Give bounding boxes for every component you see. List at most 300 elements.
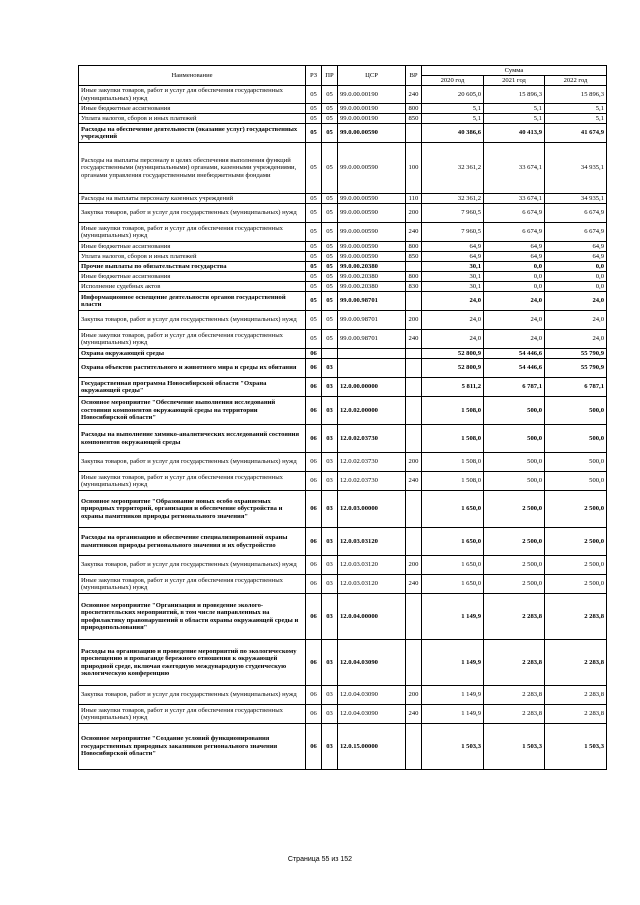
row-rz: 06: [306, 378, 322, 397]
row-pr: 03: [322, 705, 338, 724]
table-row: [79, 425, 607, 453]
row-sum-2021: 2 283,8: [484, 640, 545, 686]
budget-table: [78, 65, 607, 770]
row-sum-2022: 2 500,0: [545, 528, 607, 556]
row-rz: 05: [306, 282, 322, 292]
row-csr: 12.0.04.03090: [338, 686, 406, 705]
row-sum-2020: 5,1: [422, 114, 484, 124]
row-pr: 03: [322, 575, 338, 594]
row-pr: 05: [322, 330, 338, 349]
row-sum-2022: 0,0: [545, 272, 607, 282]
row-pr: 05: [322, 114, 338, 124]
row-sum-2022: 2 283,8: [545, 705, 607, 724]
table-row: [79, 686, 607, 705]
row-sum-2021: 33 674,1: [484, 194, 545, 204]
row-name: Иные закупки товаров, работ и услуг для обеспечения государственных (муниципальных) нужд: [79, 330, 306, 349]
row-rz: 06: [306, 453, 322, 472]
table-row: [79, 194, 607, 204]
row-sum-2022: 24,0: [545, 292, 607, 311]
row-sum-2020: 30,1: [422, 262, 484, 272]
row-vr: 800: [406, 272, 422, 282]
row-sum-2021: 40 413,9: [484, 124, 545, 143]
row-rz: 05: [306, 143, 322, 194]
row-vr: 100: [406, 143, 422, 194]
row-rz: 06: [306, 686, 322, 705]
row-sum-2020: 64,9: [422, 252, 484, 262]
row-csr: 12.0.04.03090: [338, 640, 406, 686]
row-vr: [406, 528, 422, 556]
table-row: [79, 705, 607, 724]
row-csr: 99.0.00.20380: [338, 262, 406, 272]
row-vr: 110: [406, 194, 422, 204]
row-pr: 05: [322, 282, 338, 292]
row-rz: 05: [306, 124, 322, 143]
row-csr: 99.0.00.00190: [338, 104, 406, 114]
row-sum-2021: 2 283,8: [484, 594, 545, 640]
row-csr: 12.0.03.03120: [338, 575, 406, 594]
row-sum-2020: 1 650,0: [422, 528, 484, 556]
row-pr: 05: [322, 311, 338, 330]
row-rz: 06: [306, 528, 322, 556]
row-sum-2021: 6 787,1: [484, 378, 545, 397]
table-row: [79, 311, 607, 330]
row-pr: 05: [322, 242, 338, 252]
row-csr: 99.0.00.00190: [338, 86, 406, 104]
row-sum-2020: 1 149,9: [422, 705, 484, 724]
row-sum-2020: 1 508,0: [422, 472, 484, 491]
row-csr: 99.0.00.00590: [338, 124, 406, 143]
row-vr: 240: [406, 330, 422, 349]
row-csr: 12.0.03.00000: [338, 491, 406, 528]
row-sum-2021: 1 503,3: [484, 724, 545, 770]
table-row: [79, 86, 607, 104]
row-vr: 850: [406, 114, 422, 124]
row-pr: 03: [322, 397, 338, 425]
table-row: [79, 472, 607, 491]
row-name: Исполнение судебных актов: [79, 282, 306, 292]
row-sum-2021: 64,9: [484, 252, 545, 262]
row-rz: 06: [306, 575, 322, 594]
table-row: [79, 491, 607, 528]
row-csr: 12.0.04.03090: [338, 705, 406, 724]
row-name: Государственная программа Новосибирской области "Охрана окружающей среды": [79, 378, 306, 397]
row-csr: 99.0.00.00590: [338, 242, 406, 252]
row-vr: 240: [406, 223, 422, 242]
row-sum-2021: 6 674,9: [484, 204, 545, 223]
table-row: [79, 143, 607, 194]
row-sum-2020: 32 361,2: [422, 194, 484, 204]
table-row: [79, 114, 607, 124]
row-name: Расходы на выполнение химико-аналитических исследований состояния компонентов окружающей среды: [79, 425, 306, 453]
row-sum-2020: 30,1: [422, 272, 484, 282]
row-csr: [338, 349, 406, 359]
table-row: [79, 528, 607, 556]
row-sum-2021: 54 446,6: [484, 349, 545, 359]
row-sum-2020: 30,1: [422, 282, 484, 292]
row-sum-2021: 2 283,8: [484, 705, 545, 724]
table-row: [79, 104, 607, 114]
row-sum-2021: 0,0: [484, 262, 545, 272]
row-sum-2020: 5,1: [422, 104, 484, 114]
row-vr: [406, 491, 422, 528]
row-name: Иные закупки товаров, работ и услуг для обеспечения государственных (муниципальных) нужд: [79, 223, 306, 242]
row-sum-2020: 1 149,9: [422, 640, 484, 686]
row-name: Иные бюджетные ассигнования: [79, 272, 306, 282]
row-pr: 03: [322, 359, 338, 378]
row-pr: 03: [322, 594, 338, 640]
row-csr: 12.0.00.00000: [338, 378, 406, 397]
row-pr: 03: [322, 425, 338, 453]
row-csr: 99.0.00.20380: [338, 282, 406, 292]
header-csr: ЦСР: [338, 66, 406, 86]
row-sum-2022: 2 500,0: [545, 491, 607, 528]
table-row: [79, 724, 607, 770]
row-sum-2021: 2 500,0: [484, 575, 545, 594]
table-row: [79, 252, 607, 262]
row-sum-2021: 0,0: [484, 272, 545, 282]
row-vr: [406, 262, 422, 272]
row-sum-2022: 2 283,8: [545, 640, 607, 686]
row-sum-2021: 2 500,0: [484, 556, 545, 575]
row-csr: 12.0.02.03730: [338, 425, 406, 453]
row-sum-2022: 5,1: [545, 114, 607, 124]
row-sum-2020: 24,0: [422, 330, 484, 349]
table-row: [79, 397, 607, 425]
row-rz: 06: [306, 594, 322, 640]
row-sum-2021: 500,0: [484, 453, 545, 472]
row-rz: 05: [306, 204, 322, 223]
row-pr: 03: [322, 528, 338, 556]
row-pr: 03: [322, 556, 338, 575]
row-name: Закупка товаров, работ и услуг для государственных (муниципальных) нужд: [79, 311, 306, 330]
row-csr: 99.0.00.00590: [338, 204, 406, 223]
row-vr: [406, 349, 422, 359]
row-pr: 03: [322, 640, 338, 686]
page-number: Страница 55 из 152: [287, 856, 353, 863]
row-sum-2021: 2 500,0: [484, 491, 545, 528]
row-csr: 12.0.02.03730: [338, 472, 406, 491]
row-csr: 99.0.00.00590: [338, 194, 406, 204]
row-sum-2020: 1 149,9: [422, 686, 484, 705]
row-name: Основное мероприятие "Организация и проведение эколого-просветительских мероприятий, в том числе направленных на профилактику правонарушений в области охраны окружающей среды и природопользования": [79, 594, 306, 640]
row-csr: 12.0.03.03120: [338, 556, 406, 575]
row-sum-2022: 55 790,9: [545, 359, 607, 378]
row-sum-2022: 2 283,8: [545, 686, 607, 705]
row-sum-2020: 5 811,2: [422, 378, 484, 397]
row-rz: 06: [306, 491, 322, 528]
row-name: Основное мероприятие "Обеспечение выполнения исследований состояния компонентов окружающей среды на территории Новосибирской области": [79, 397, 306, 425]
row-csr: 12.0.02.03730: [338, 453, 406, 472]
row-pr: 03: [322, 724, 338, 770]
row-pr: 05: [322, 104, 338, 114]
row-sum-2022: 1 503,3: [545, 724, 607, 770]
row-sum-2021: 500,0: [484, 472, 545, 491]
table-row: [79, 640, 607, 686]
row-sum-2022: 2 500,0: [545, 575, 607, 594]
header-rz: РЗ: [306, 66, 322, 86]
table-row: [79, 359, 607, 378]
row-sum-2021: 33 674,1: [484, 143, 545, 194]
row-name: Охрана объектов растительного и животного мира и среды их обитания: [79, 359, 306, 378]
row-pr: 03: [322, 472, 338, 491]
row-sum-2020: 1 650,0: [422, 556, 484, 575]
row-name: Иные закупки товаров, работ и услуг для обеспечения государственных (муниципальных) нужд: [79, 86, 306, 104]
row-sum-2022: 500,0: [545, 425, 607, 453]
row-csr: 12.0.15.00000: [338, 724, 406, 770]
row-pr: 05: [322, 143, 338, 194]
row-sum-2020: 1 508,0: [422, 425, 484, 453]
row-vr: [406, 292, 422, 311]
row-name: Информационное освещение деятельности органов государственной власти: [79, 292, 306, 311]
row-rz: 05: [306, 194, 322, 204]
row-pr: 05: [322, 262, 338, 272]
row-pr: 03: [322, 453, 338, 472]
row-csr: 12.0.02.00000: [338, 397, 406, 425]
row-pr: 05: [322, 292, 338, 311]
row-name: Расходы на выплаты персоналу казенных учреждений: [79, 194, 306, 204]
row-sum-2020: 52 800,9: [422, 359, 484, 378]
row-name: Иные закупки товаров, работ и услуг для обеспечения государственных (муниципальных) нужд: [79, 575, 306, 594]
row-sum-2022: 0,0: [545, 282, 607, 292]
row-rz: 06: [306, 349, 322, 359]
row-sum-2020: 24,0: [422, 292, 484, 311]
row-rz: 05: [306, 292, 322, 311]
row-sum-2022: 2 500,0: [545, 556, 607, 575]
row-name: Расходы на обеспечение деятельности (оказание услуг) государственных учреждений: [79, 124, 306, 143]
row-sum-2022: 6 787,1: [545, 378, 607, 397]
row-vr: 800: [406, 104, 422, 114]
row-sum-2020: 7 960,5: [422, 204, 484, 223]
row-vr: 200: [406, 556, 422, 575]
row-name: Охрана окружающей среды: [79, 349, 306, 359]
row-sum-2022: 2 283,8: [545, 594, 607, 640]
row-pr: 05: [322, 223, 338, 242]
row-vr: [406, 397, 422, 425]
row-vr: 830: [406, 282, 422, 292]
row-name: Закупка товаров, работ и услуг для государственных (муниципальных) нужд: [79, 204, 306, 223]
row-csr: 99.0.00.98701: [338, 330, 406, 349]
row-sum-2020: 32 361,2: [422, 143, 484, 194]
row-sum-2022: 24,0: [545, 330, 607, 349]
row-vr: 240: [406, 86, 422, 104]
row-sum-2020: 1 503,3: [422, 724, 484, 770]
row-csr: 12.0.04.00000: [338, 594, 406, 640]
row-sum-2022: 24,0: [545, 311, 607, 330]
row-rz: 06: [306, 472, 322, 491]
row-sum-2020: 1 508,0: [422, 397, 484, 425]
header-year-2022: 2022 год: [545, 76, 607, 86]
row-vr: [406, 724, 422, 770]
header-year-2020: 2020 год: [422, 76, 484, 86]
row-sum-2022: 5,1: [545, 104, 607, 114]
row-rz: 05: [306, 104, 322, 114]
row-sum-2022: 6 674,9: [545, 223, 607, 242]
row-sum-2021: 500,0: [484, 397, 545, 425]
header-year-2021: 2021 год: [484, 76, 545, 86]
row-rz: 05: [306, 223, 322, 242]
row-sum-2022: 64,9: [545, 252, 607, 262]
header-name: Наименование: [79, 66, 306, 86]
row-pr: 03: [322, 491, 338, 528]
row-vr: 200: [406, 453, 422, 472]
row-pr: 05: [322, 204, 338, 223]
table-row: [79, 204, 607, 223]
row-pr: 05: [322, 272, 338, 282]
row-name: Иные закупки товаров, работ и услуг для обеспечения государственных (муниципальных) нужд: [79, 705, 306, 724]
table-row: [79, 378, 607, 397]
row-name: Иные бюджетные ассигнования: [79, 104, 306, 114]
row-sum-2022: 500,0: [545, 453, 607, 472]
row-csr: 99.0.00.00590: [338, 252, 406, 262]
table-row: [79, 282, 607, 292]
row-sum-2020: 7 960,5: [422, 223, 484, 242]
row-sum-2021: 24,0: [484, 311, 545, 330]
header-row-top: [79, 66, 607, 76]
row-vr: 800: [406, 242, 422, 252]
row-sum-2022: 55 790,9: [545, 349, 607, 359]
table-row: [79, 242, 607, 252]
row-sum-2020: 24,0: [422, 311, 484, 330]
row-name: Закупка товаров, работ и услуг для государственных (муниципальных) нужд: [79, 556, 306, 575]
table-row: [79, 349, 607, 359]
row-sum-2021: 54 446,6: [484, 359, 545, 378]
row-rz: 05: [306, 242, 322, 252]
row-vr: 240: [406, 705, 422, 724]
row-vr: 200: [406, 311, 422, 330]
row-sum-2022: 41 674,9: [545, 124, 607, 143]
row-rz: 05: [306, 114, 322, 124]
row-pr: 05: [322, 194, 338, 204]
table-row: [79, 223, 607, 242]
row-name: Расходы на организацию и проведение мероприятий по экологическому просвещению и пропаганде бережного отношения к окружающей природной среде, включая ежегодную международную студенческую экологическую конференцию: [79, 640, 306, 686]
row-sum-2022: 500,0: [545, 397, 607, 425]
row-sum-2020: 1 650,0: [422, 575, 484, 594]
row-sum-2020: 52 800,9: [422, 349, 484, 359]
row-pr: 05: [322, 86, 338, 104]
row-name: Уплата налогов, сборов и иных платежей: [79, 114, 306, 124]
row-sum-2021: 64,9: [484, 242, 545, 252]
row-sum-2022: 0,0: [545, 262, 607, 272]
table-row: [79, 575, 607, 594]
row-sum-2022: 64,9: [545, 242, 607, 252]
row-sum-2020: 20 605,0: [422, 86, 484, 104]
table-row: [79, 453, 607, 472]
row-sum-2021: 2 283,8: [484, 686, 545, 705]
row-sum-2021: 24,0: [484, 292, 545, 311]
row-rz: 05: [306, 272, 322, 282]
row-rz: 05: [306, 86, 322, 104]
row-name: Иные закупки товаров, работ и услуг для обеспечения государственных (муниципальных) нужд: [79, 472, 306, 491]
row-sum-2020: 1 650,0: [422, 491, 484, 528]
row-rz: 06: [306, 425, 322, 453]
row-vr: [406, 124, 422, 143]
row-sum-2021: 0,0: [484, 282, 545, 292]
row-pr: 03: [322, 686, 338, 705]
row-sum-2021: 6 674,9: [484, 223, 545, 242]
header-sum: Сумма: [422, 66, 607, 76]
row-sum-2020: 64,9: [422, 242, 484, 252]
row-vr: [406, 640, 422, 686]
row-csr: 99.0.00.98701: [338, 292, 406, 311]
row-sum-2022: 6 674,9: [545, 204, 607, 223]
row-rz: 06: [306, 705, 322, 724]
row-name: Уплата налогов, сборов и иных платежей: [79, 252, 306, 262]
row-rz: 05: [306, 252, 322, 262]
row-name: Прочие выплаты по обязательствам государства: [79, 262, 306, 272]
header-pr: ПР: [322, 66, 338, 86]
row-pr: 05: [322, 252, 338, 262]
row-pr: [322, 349, 338, 359]
row-vr: 200: [406, 204, 422, 223]
table-row: [79, 124, 607, 143]
row-sum-2021: 15 896,3: [484, 86, 545, 104]
row-rz: 06: [306, 397, 322, 425]
row-sum-2022: 15 896,3: [545, 86, 607, 104]
row-rz: 06: [306, 556, 322, 575]
row-csr: 99.0.00.00590: [338, 223, 406, 242]
row-name: Иные бюджетные ассигнования: [79, 242, 306, 252]
table-row: [79, 330, 607, 349]
row-vr: 850: [406, 252, 422, 262]
row-sum-2020: 40 386,6: [422, 124, 484, 143]
row-name: Закупка товаров, работ и услуг для государственных (муниципальных) нужд: [79, 686, 306, 705]
row-sum-2021: 5,1: [484, 104, 545, 114]
row-vr: [406, 359, 422, 378]
row-rz: 05: [306, 311, 322, 330]
row-sum-2022: 34 935,1: [545, 194, 607, 204]
table-row: [79, 262, 607, 272]
table-row: [79, 272, 607, 282]
row-rz: 06: [306, 640, 322, 686]
row-vr: [406, 378, 422, 397]
row-name: Закупка товаров, работ и услуг для государственных (муниципальных) нужд: [79, 453, 306, 472]
row-rz: 05: [306, 330, 322, 349]
row-sum-2020: 1 149,9: [422, 594, 484, 640]
row-vr: 240: [406, 575, 422, 594]
row-rz: 05: [306, 262, 322, 272]
row-csr: 99.0.00.20380: [338, 272, 406, 282]
row-name: Основное мероприятие "Создание условий функционирования государственных природных заказников регионального значения Новосибирской области": [79, 724, 306, 770]
row-sum-2022: 34 935,1: [545, 143, 607, 194]
header-vr: ВР: [406, 66, 422, 86]
row-sum-2022: 500,0: [545, 472, 607, 491]
table-body: [79, 86, 607, 770]
table-row: [79, 556, 607, 575]
row-vr: 240: [406, 472, 422, 491]
row-vr: [406, 594, 422, 640]
row-rz: 06: [306, 724, 322, 770]
row-pr: 03: [322, 378, 338, 397]
table-row: [79, 292, 607, 311]
row-name: Расходы на организацию и обеспечение специализированной охраны памятников природы регионального значения и их обустройство: [79, 528, 306, 556]
row-sum-2021: 500,0: [484, 425, 545, 453]
row-csr: 99.0.00.00590: [338, 143, 406, 194]
row-name: Расходы на выплаты персоналу в целях обеспечения выполнения функций государственными (муниципальными) органами, казенными учреждениями, органами управления государственными внебюджетными фондами: [79, 143, 306, 194]
row-csr: 99.0.00.98701: [338, 311, 406, 330]
row-rz: 06: [306, 359, 322, 378]
row-sum-2021: 24,0: [484, 330, 545, 349]
table-row: [79, 594, 607, 640]
row-vr: 200: [406, 686, 422, 705]
row-csr: 99.0.00.00190: [338, 114, 406, 124]
row-sum-2020: 1 508,0: [422, 453, 484, 472]
row-vr: [406, 425, 422, 453]
row-sum-2021: 5,1: [484, 114, 545, 124]
row-csr: [338, 359, 406, 378]
row-name: Основное мероприятие "Образование новых особо охраняемых природных территорий, организация и обеспечение обустройства и охраны памятников природы регионального значения": [79, 491, 306, 528]
row-csr: 12.0.03.03120: [338, 528, 406, 556]
row-pr: 05: [322, 124, 338, 143]
